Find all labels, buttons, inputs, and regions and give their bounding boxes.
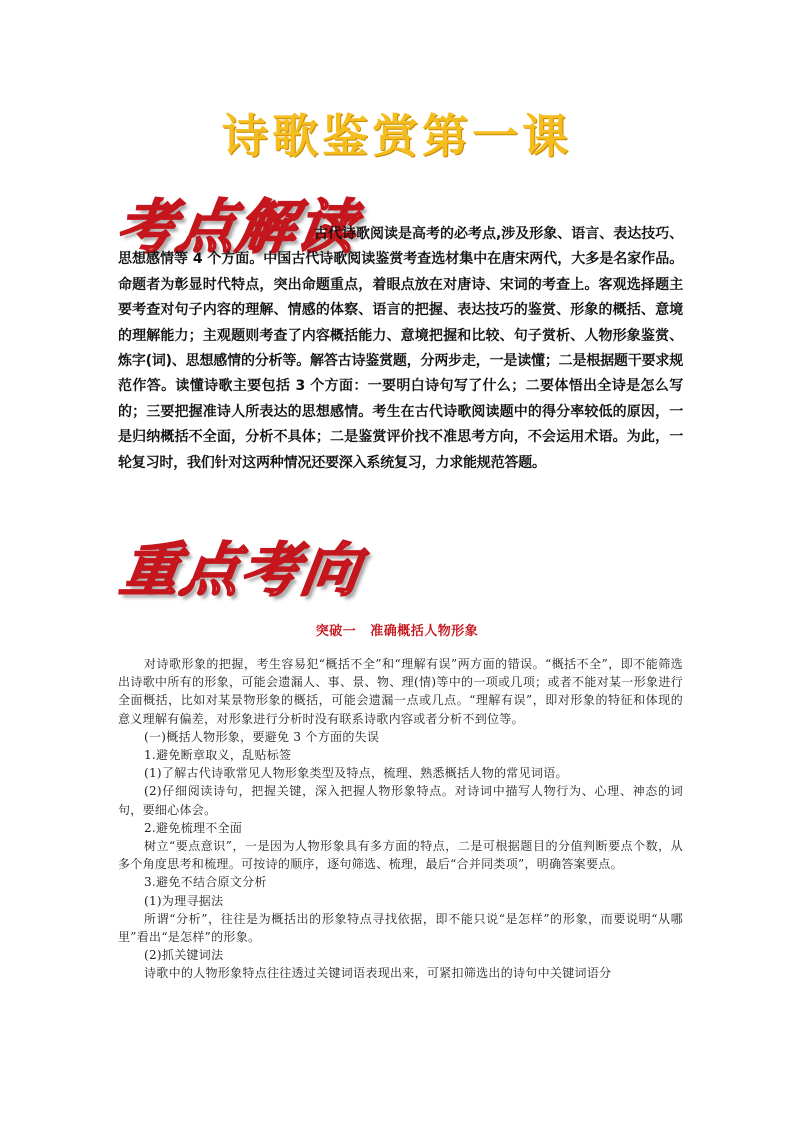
section-label: 突破一	[315, 624, 357, 639]
paragraph: 树立“要点意识”，一是因为人物形象具有多方面的特点，二是可根据题目的分值判断要点个数，从多个角度思考和梳理。可按诗的顺序，逐句筛选、梳理，最后“合并同类项”，明确答案要点。	[118, 839, 683, 872]
paragraph: 对诗歌形象的把握，考生容易犯“概括不全”和“理解有误”两方面的错误。“概括不全”，即不能筛选出诗歌中所有的形象，可能会遗漏人、事、景、物、理(情)等中的一项或几项；或者不能对某一形象进行全面概括，比如对某景物形象的概括，可能会遗漏一点或几点。“理解有误”，即对形象的特征和体现的意义理解有偏差，对形象进行分析时没有联系诗歌内容或者分析不到位等。	[118, 657, 683, 726]
paragraph: (1)为理寻据法	[144, 893, 224, 908]
section-heading	[0, 620, 794, 639]
paragraph: (2)仔细阅读诗句，把握关键，深入把握人物形象特点。对诗词中描写人物行为、心理、神态的词句，要细心体会。	[118, 784, 683, 817]
heading-key-focus: 重点考向	[116, 536, 367, 604]
page-title: 诗歌鉴赏第一课	[222, 109, 572, 163]
paragraph: 诗歌中的人物形象特点往往透过关键词语表现出来，可紧扣筛选出的诗句中关键词语分	[144, 966, 612, 981]
paragraph: (1)了解古代诗歌常见人物形象类型及特点，梳理、熟悉概括人物的常见词语。	[144, 766, 568, 781]
heading-exam-points: 考点解读	[112, 193, 363, 261]
paragraph: (一)概括人物形象，要避免 3 个方面的失误	[144, 729, 380, 744]
paragraph: 2.避免梳理不全面	[144, 820, 243, 835]
paragraph: 所谓“分析”，往往是为概括出的形象特点寻找依据，即不能只说“是怎样”的形象，而要说明“从哪里”看出“是怎样”的形象。	[118, 911, 683, 945]
section-title-text: 准确概括人物形象	[370, 624, 479, 639]
paragraph: (2)抓关键词法	[144, 948, 224, 963]
paragraph: 3.避免不结合原文分析	[144, 875, 267, 890]
intro-paragraph: 古代诗歌阅读是高考的必考点,涉及形象、语言、表达技巧、思想感情等 4 个方面。中国古代诗歌阅读鉴赏考查选材集中在唐宋两代，大多是名家作品。命题者为彰显时代特点，突出命题重点，着眼点放在对唐诗、宋词的考查上。客观选择题主要考查对句子内容的理解、情感的体察、语言的把握、表达技巧的鉴赏、形象的概括、意境的理解能力；主观题则考查了内容概括能力、意境把握和比较、句子赏析、人物形象鉴赏、炼字(词)、思想感情的分析等。解答古诗鉴赏题，分两步走，一是读懂；二是根据题干要求规范作答。读懂诗歌主要包括 3 个方面：一要明白诗句写了什么；二要体悟出全诗是怎么写的；三要把握准诗人所表达的思想感情。考生在古代诗歌阅读题中的得分率较低的原因，一是归纳概括不全面，分析不具体；二是鉴赏评价找不准思考方向，不会运用术语。为此，一轮复习时，我们针对这两种情况还要深入系统复习，力求能规范答题。	[118, 226, 683, 471]
paragraph: 1.避免断章取义，乱贴标签	[144, 748, 292, 763]
body-text	[118, 655, 683, 983]
